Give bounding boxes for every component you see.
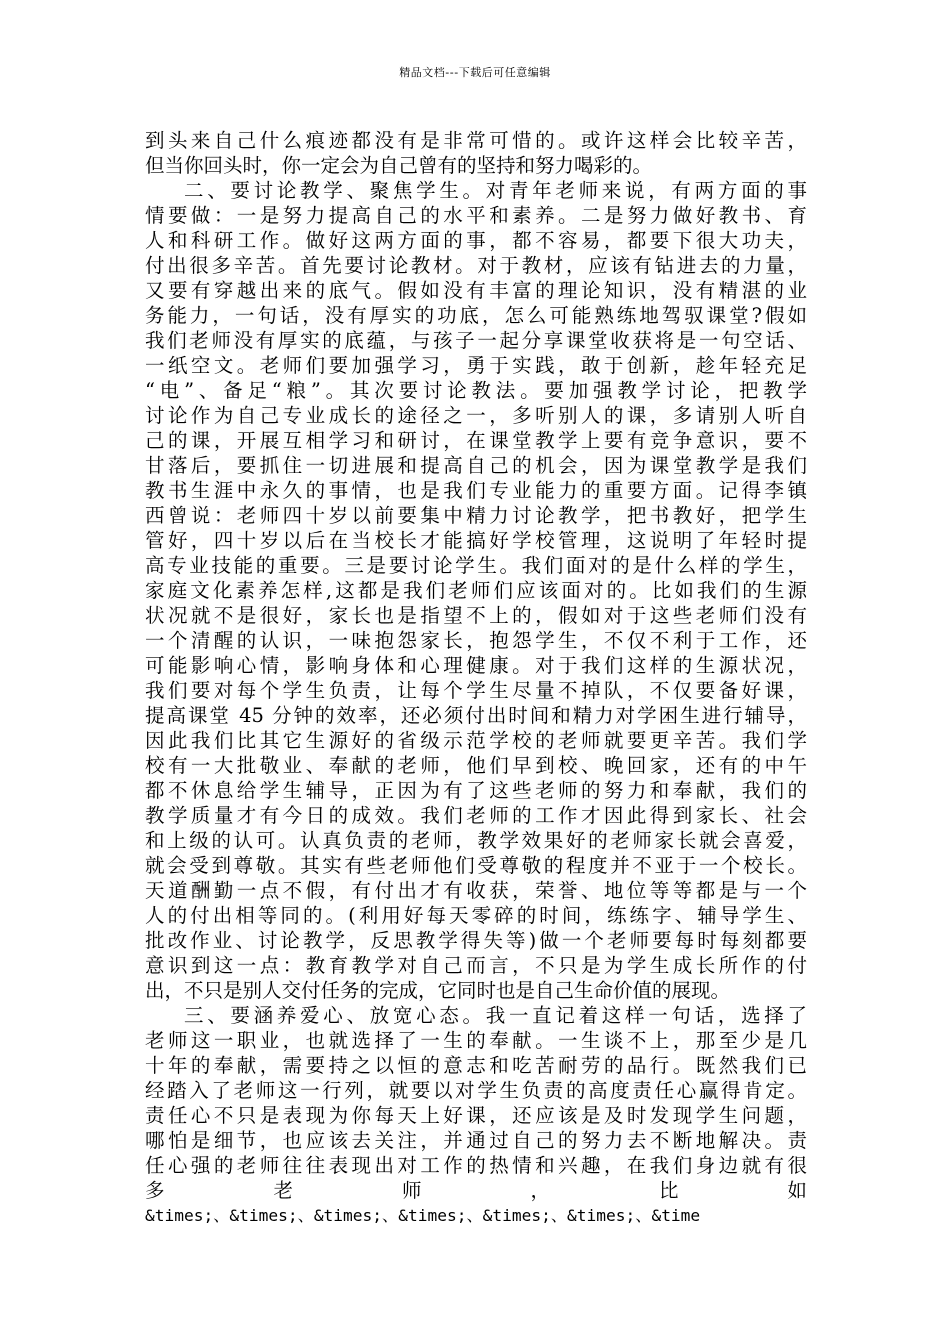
- text-line: 我们要对每个学生负责，让每个学生尽量不掉队，不仅要备好课，: [145, 679, 807, 702]
- text-line: 讨论作为自己专业成长的途径之一，多听别人的课，多请别人听自: [145, 404, 807, 427]
- page-header: 精品文档---下载后可任意编辑: [399, 66, 551, 79]
- text-line: 我们老师没有厚实的底蕴，与孩子一起分享课堂收获将是一句空话、: [145, 329, 807, 352]
- spread-char: ，: [530, 1179, 550, 1202]
- text-line: 一纸空文。老师们要加强学习，勇于实践，敢于创新，趁年轻充足: [145, 354, 807, 377]
- text-line: 但当你回头时，你一定会为自己曾有的坚持和努力喝彩的。: [145, 154, 653, 177]
- text-line: 就会受到尊敬。其实有些老师他们受尊敬的程度并不亚于一个校长。: [145, 854, 807, 877]
- text-line: 教学质量才有今日的成效。我们老师的工作才因此得到家长、社会: [145, 804, 807, 827]
- text-line: 任心强的老师往往表现出对工作的热情和兴趣，在我们身边就有很: [145, 1154, 807, 1177]
- paragraph-start-line: 二、要讨论教学、聚焦学生。对青年老师来说，有两方面的事: [184, 179, 807, 202]
- text-line: 老师这一职业，也就选择了一生的奉献。一生谈不上，那至少是几: [145, 1029, 807, 1052]
- text-line: 哪怕是细节，也应该去关注，并通过自己的努力去不断地解决。责: [145, 1129, 807, 1152]
- text-line: 人的付出相等同的。(利用好每天零碎的时间，练练字、辅导学生、: [145, 904, 807, 927]
- text-line: 因此我们比其它生源好的省级示范学校的老师就要更辛苦。我们学: [145, 729, 807, 752]
- text-line: 甘落后，要抓住一切进展和提高自己的机会，因为课堂教学是我们: [145, 454, 807, 477]
- text-line: 可能影响心情，影响身体和心理健康。对于我们这样的生源状况，: [145, 654, 807, 677]
- text-line: 提高课堂 45 分钟的效率，还必须付出时间和精力对学困生进行辅导，: [145, 704, 807, 727]
- text-line: 西曾说：老师四十岁以前要集中精力讨论教学，把书教好，把学生: [145, 504, 807, 527]
- text-line: 意识到这一点：教育教学对自己而言，不只是为学生成长所作的付: [145, 954, 807, 977]
- document-body: [145, 128, 807, 1228]
- paragraph-start-line: 三、要涵养爱心、放宽心态。我一直记着这样一句话，选择了: [184, 1004, 807, 1027]
- text-line: 务能力，一句话，没有厚实的功底，怎么可能熟练地驾驭课堂?假如: [145, 304, 807, 327]
- text-line: 又要有穿越出来的底气。假如没有丰富的理论知识，没有精湛的业: [145, 279, 807, 302]
- text-line: 情要做：一是努力提高自己的水平和素养。二是努力做好教书、育: [145, 204, 807, 227]
- text-line: “电”、备足“粮”。其次要讨论教法。要加强教学讨论，把教学: [145, 379, 807, 402]
- text-line: 出，不只是别人交付任务的完成，它同时也是自己生命价值的展现。: [145, 979, 731, 1002]
- text-line: 到头来自己什么痕迹都没有是非常可惜的。或许这样会比较辛苦，: [145, 129, 807, 152]
- text-line: 十年的奉献，需要持之以恒的意志和吃苦耐劳的品行。既然我们已: [145, 1054, 807, 1077]
- spread-text-line: [145, 1178, 807, 1203]
- spread-char: 师: [401, 1179, 422, 1202]
- text-line: 己的课，开展互相学习和研讨，在课堂教学上要有竞争意识，要不: [145, 429, 807, 452]
- text-line: 人和科研工作。做好这两方面的事，都不容易，都要下很大功夫，: [145, 229, 807, 252]
- text-line: 状况就不是很好，家长也是指望不上的，假如对于这些老师们没有: [145, 604, 807, 627]
- text-line: 都不休息给学生辅导，正因为有了这些老师的努力和奉献，我们的: [145, 779, 807, 802]
- text-line: 高专业技能的重要。三是要讨论学生。我们面对的是什么样的学生，: [145, 554, 807, 577]
- text-line: 管好，四十岁以后在当校长才能搞好学校管理，这说明了年轻时提: [145, 529, 807, 552]
- text-line: 一个清醒的认识，一味抱怨家长，抱怨学生，不仅不利于工作，还: [145, 629, 807, 652]
- text-line: 付出很多辛苦。首先要讨论教材。对于教材，应该有钻进去的力量，: [145, 254, 807, 277]
- spread-char: 比: [658, 1179, 679, 1202]
- spread-char: 多: [145, 1179, 165, 1202]
- text-line: 天道酬勤一点不假，有付出才有收获，荣誉、地位等等都是与一个: [145, 879, 807, 902]
- spread-char: 老: [273, 1179, 293, 1202]
- text-line: 批改作业、讨论教学，反思教学得失等)做一个老师要每时每刻都要: [145, 929, 807, 952]
- entity-text-line: &times;、&times;、&times;、&times;、&times;、&times;、&time: [145, 1206, 701, 1225]
- text-line: 家庭文化素养怎样,这都是我们老师们应该面对的。比如我们的生源: [145, 579, 807, 602]
- spread-char: 如: [787, 1179, 807, 1202]
- text-line: 校有一大批敬业、奉献的老师，他们早到校、晚回家，还有的中午: [145, 754, 807, 777]
- text-line: 责任心不只是表现为你每天上好课，还应该是及时发现学生问题，: [145, 1104, 807, 1127]
- text-line: 教书生涯中永久的事情，也是我们专业能力的重要方面。记得李镇: [145, 479, 807, 502]
- text-line: 和上级的认可。认真负责的老师，教学效果好的老师家长就会喜爱，: [145, 829, 807, 852]
- text-line: 经踏入了老师这一行列，就要以对学生负责的高度责任心赢得肯定。: [145, 1079, 807, 1102]
